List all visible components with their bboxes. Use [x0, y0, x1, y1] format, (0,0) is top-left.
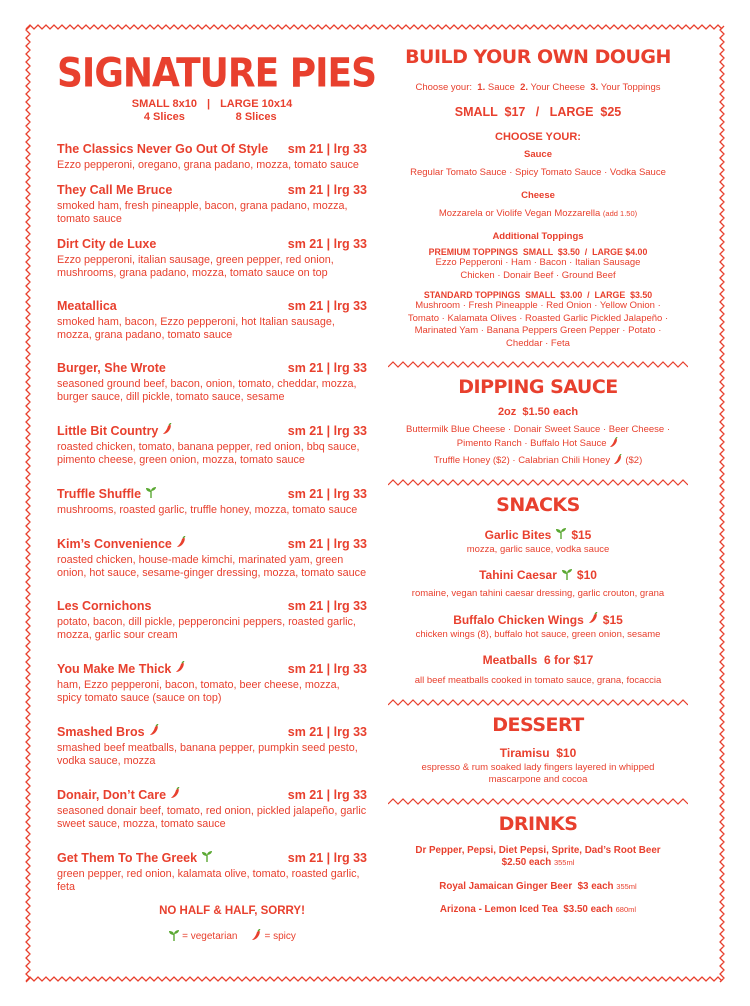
- snack-name: Buffalo Chicken Wings: [453, 612, 584, 627]
- size-small-slices: 4 Slices: [143, 111, 185, 123]
- pie-name: Meatallica: [57, 299, 117, 313]
- pie-description: green pepper, red onion, kalamata olive, tomato, roasted garlic, feta: [57, 868, 360, 893]
- pie-list: [57, 142, 367, 894]
- drinks-title: DRINKS: [498, 812, 578, 835]
- build-your-own-section: [388, 46, 688, 350]
- snack-item: [388, 566, 688, 601]
- zigzag-divider: [388, 478, 688, 486]
- pepper-icon: [251, 929, 262, 944]
- snacks-title: SNACKS: [496, 493, 580, 516]
- snack-name: Meatballs 6 for $17: [482, 653, 594, 667]
- pepper-icon: [149, 724, 160, 740]
- snack-name-line: [485, 527, 592, 542]
- pie-price: sm 21 | lrg 33: [287, 423, 367, 438]
- pie-description: seasoned ground beef, bacon, onion, tomato, cheddar, mozza, burger sauce, dill pickle, tomato sauce, sesame: [57, 378, 357, 403]
- snack-item: [388, 611, 688, 642]
- snack-description: chicken wings (8), buffalo hot sauce, green onion, sesame: [415, 628, 661, 640]
- sauce-heading: Sauce: [524, 148, 552, 160]
- premium-list: Ezzo Pepperoni · Ham · Bacon · Italian Sausage Chicken · Donair Beef · Ground Beef: [435, 257, 641, 281]
- size-small-label: SMALL 8x10: [131, 98, 197, 110]
- pie-name-wrap: [57, 486, 157, 502]
- pie-description: ham, Ezzo pepperoni, bacon, tomato, beer cheese, mozza, spicy tomato sauce (sauce on top): [57, 679, 340, 704]
- pie-price: sm 21 | lrg 33: [287, 724, 367, 739]
- pie-name: Dirt City de Luxe: [57, 237, 157, 251]
- cheese-note: (add 1.50): [602, 209, 638, 218]
- snacks-section: [388, 494, 688, 688]
- dipping-list: [388, 424, 688, 450]
- dessert-description: espresso & rum soaked lady fingers layered in whipped mascarpone and cocoa: [421, 761, 655, 785]
- cheese-line: [388, 208, 688, 221]
- sprout-icon: [201, 850, 213, 866]
- dipping-title: DIPPING SAUCE: [458, 376, 618, 398]
- snack-description: mozza, garlic sauce, vodka sauce: [466, 543, 610, 555]
- snack-price: $10: [576, 568, 597, 582]
- pie-name-wrap: [57, 536, 187, 552]
- pie-name: Truffle Shuffle: [57, 486, 142, 501]
- pie-price: sm 21 | lrg 33: [287, 661, 367, 676]
- pie-name-wrap: [57, 661, 186, 677]
- snack-name: Garlic Bites: [484, 527, 552, 542]
- pie-price: sm 21 | lrg 33: [287, 299, 367, 313]
- sprout-icon: [555, 527, 567, 542]
- step-num: 3.: [590, 82, 599, 93]
- pie-name: Donair, Don’t Care: [57, 787, 167, 802]
- legend-spicy: [251, 929, 295, 944]
- pie-name: Les Cornichons: [57, 599, 152, 613]
- sprout-icon: [561, 568, 573, 583]
- drink-item: [388, 881, 688, 892]
- dipping-line-1: Buttermilk Blue Cheese · Donair Sweet Sauce · Beer Cheese · Pimento Ranch · Buffalo Hot Sauce: [405, 424, 670, 449]
- dipping-line-2a: Truffle Honey ($2) · Calabrian Chili Honey: [433, 455, 611, 466]
- zigzag-divider: [388, 797, 688, 805]
- dipping-sauce-section: [388, 376, 688, 468]
- step-label: Your Toppings: [600, 82, 661, 93]
- pie-description: potato, bacon, dill pickle, pepperoncini peppers, roasted garlic, mozza, garlic sour cream: [57, 616, 356, 641]
- dipping-line-2b: ($2): [625, 455, 643, 466]
- standard-heading: STANDARD TOPPINGS SMALL $3.00 / LARGE $3.50: [423, 290, 653, 300]
- snack-name-line: [453, 612, 623, 627]
- pie-description: seasoned donair beef, tomato, red onion, pickled jalapeño, garlic sweet sauce, mozza, tomato sauce: [57, 805, 367, 830]
- step-label: Your Cheese: [530, 82, 586, 93]
- dessert-title: DESSERT: [492, 713, 584, 736]
- pepper-icon: [613, 455, 623, 466]
- pie-price: sm 21 | lrg 33: [287, 361, 367, 375]
- size-large-slices: 8 Slices: [235, 111, 277, 123]
- pie-item: [57, 183, 367, 226]
- pie-item: [57, 361, 367, 404]
- snack-name: Tahini Caesar: [479, 568, 557, 582]
- pie-price: sm 21 | lrg 33: [287, 142, 367, 156]
- right-column: [388, 46, 688, 915]
- pie-item: [57, 599, 367, 642]
- drink-size: 355ml: [616, 881, 637, 891]
- pie-price: sm 21 | lrg 33: [287, 536, 367, 551]
- snack-item: [388, 651, 688, 688]
- premium-heading: PREMIUM TOPPINGS SMALL $3.50 / LARGE $4.00: [428, 247, 648, 257]
- page-title: SIGNATURE PIES: [57, 50, 376, 97]
- pie-price: sm 21 | lrg 33: [287, 237, 367, 251]
- pie-name: Kim’s Convenience: [57, 536, 172, 551]
- dessert-name: Tiramisu $10: [499, 745, 577, 760]
- dipping-price: 2oz $1.50 each: [497, 406, 579, 418]
- pepper-icon: [176, 536, 187, 552]
- pie-description: smashed beef meatballs, banana pepper, pumpkin seed pesto, vodka sauce, mozza: [57, 742, 358, 767]
- step-num: 1.: [477, 82, 486, 93]
- pepper-icon: [588, 612, 599, 627]
- size-separator: |: [206, 98, 211, 110]
- snack-description: romaine, vegan tahini caesar dressing, garlic crouton, grana: [411, 588, 665, 599]
- size-large: [220, 98, 292, 124]
- zigzag-divider: [388, 360, 688, 368]
- drink-name: Arizona - Lemon Iced Tea: [439, 903, 558, 915]
- drink-name: Royal Jamaican Ginger Beer: [439, 880, 573, 892]
- size-info: [57, 98, 367, 124]
- pie-name: They Call Me Bruce: [57, 183, 173, 197]
- pepper-icon: [175, 661, 186, 677]
- pie-name: Burger, She Wrote: [57, 361, 166, 375]
- pie-item: [57, 661, 367, 705]
- pie-item: [57, 299, 367, 342]
- drink-price: $3 each: [577, 880, 614, 892]
- pie-name: Smashed Bros: [57, 724, 145, 739]
- no-half-notice: NO HALF & HALF, SORRY!: [159, 905, 305, 917]
- pie-item: [57, 787, 367, 831]
- pie-description: Ezzo pepperoni, oregano, grana padano, mozza, tomato sauce: [57, 159, 359, 171]
- drink-size: 680ml: [615, 904, 637, 914]
- choose-heading: CHOOSE YOUR:: [495, 130, 581, 143]
- pie-name: Get Them To The Greek: [57, 850, 198, 865]
- pie-item: [57, 142, 367, 172]
- zigzag-divider: [388, 698, 688, 706]
- dipping-line-2: [388, 454, 688, 468]
- snack-item: [388, 526, 688, 557]
- standard-list: Mushroom · Fresh Pineapple · Red Onion · Yellow Onion · Tomato · Kalamata Olives · Roasted Garlic Pickled Jalapeño · Marinated Yam · Banana Peppers Green Pepper · Potato · Cheddar · Feta: [407, 300, 669, 349]
- pie-name: You Make Me Thick: [57, 661, 172, 676]
- snack-name-line: [479, 568, 597, 583]
- pie-name: Little Bit Country: [57, 423, 159, 438]
- pepper-icon: [162, 423, 173, 439]
- pie-name: The Classics Never Go Out Of Style: [57, 142, 269, 156]
- pie-item: [57, 486, 367, 517]
- drink-item: [388, 904, 688, 915]
- pie-name-wrap: [57, 724, 160, 740]
- sprout-icon: [168, 929, 180, 944]
- pie-item: [57, 724, 367, 768]
- byo-steps: [388, 82, 688, 95]
- pie-description: roasted chicken, house-made kimchi, marinated yam, green onion, hot sauce, sesame-ginger dressing, mozza, tomato sauce: [57, 554, 367, 579]
- pie-name-wrap: [57, 787, 181, 803]
- pepper-icon: [170, 787, 181, 803]
- snack-description: all beef meatballs cooked in tomato sauce, grana, focaccia: [414, 675, 662, 686]
- pie-price: sm 21 | lrg 33: [287, 486, 367, 501]
- toppings-heading: Additional Toppings: [492, 230, 584, 242]
- size-large-label: LARGE 10x14: [220, 98, 293, 110]
- signature-pies-section: [57, 50, 376, 944]
- cheese-options: Mozzarela or Violife Vegan Mozzarella: [438, 208, 601, 219]
- pie-item: [57, 850, 367, 894]
- byo-title: BUILD YOUR OWN DOUGH: [405, 46, 671, 68]
- snack-price: $15: [602, 612, 623, 627]
- pie-item: [57, 423, 367, 467]
- legend-vegetarian: [168, 929, 237, 944]
- pie-description: smoked ham, bacon, Ezzo pepperoni, hot Italian sausage, mozza, grana padano, tomato sauce: [57, 316, 335, 341]
- pie-name-wrap: [57, 423, 173, 439]
- step-label: Sauce: [487, 82, 515, 93]
- pie-price: sm 21 | lrg 33: [287, 183, 367, 197]
- drink-name: Dr Pepper, Pepsi, Diet Pepsi, Sprite, Dad’s Root Beer: [415, 844, 661, 856]
- pie-item: [57, 536, 367, 580]
- icon-legend: [97, 929, 367, 944]
- drinks-section: [388, 813, 688, 915]
- pie-name-wrap: [57, 850, 213, 866]
- pie-description: smoked ham, fresh pineapple, bacon, grana padano, mozza, tomato sauce: [57, 200, 348, 225]
- pie-price: sm 21 | lrg 33: [287, 787, 367, 802]
- drink-size: 355ml: [553, 857, 575, 867]
- byo-price: SMALL $17 / LARGE $25: [454, 104, 622, 119]
- drink-item: [388, 845, 688, 869]
- cheese-heading: Cheese: [521, 189, 555, 201]
- step-num: 2.: [520, 82, 529, 93]
- pie-description: mushrooms, roasted garlic, truffle honey, mozza, tomato sauce: [57, 504, 358, 516]
- pie-description: Ezzo pepperoni, italian sausage, green pepper, red onion, mushrooms, grana padano, mozza, tomato sauce on top: [57, 254, 334, 279]
- byo-choose-prefix: Choose your:: [415, 82, 473, 93]
- size-small: [132, 98, 197, 124]
- pie-price: sm 21 | lrg 33: [287, 850, 367, 865]
- pie-item: [57, 237, 367, 280]
- legend-spicy-label: = spicy: [264, 931, 296, 942]
- pepper-icon: [609, 438, 619, 449]
- drink-price: $3.50 each: [563, 903, 613, 915]
- drink-price: $2.50 each: [501, 856, 552, 868]
- sauce-options: Regular Tomato Sauce · Spicy Tomato Sauce · Vodka Sauce: [410, 167, 666, 178]
- sprout-icon: [145, 486, 157, 502]
- legend-vegetarian-label: = vegetarian: [182, 931, 238, 942]
- pie-price: sm 21 | lrg 33: [287, 599, 367, 613]
- dessert-section: [388, 714, 688, 787]
- snack-price: $15: [571, 527, 592, 542]
- pie-description: roasted chicken, tomato, banana pepper, red onion, bbq sauce, pimento cheese, green onion, mozza, tomato sauce: [57, 441, 360, 466]
